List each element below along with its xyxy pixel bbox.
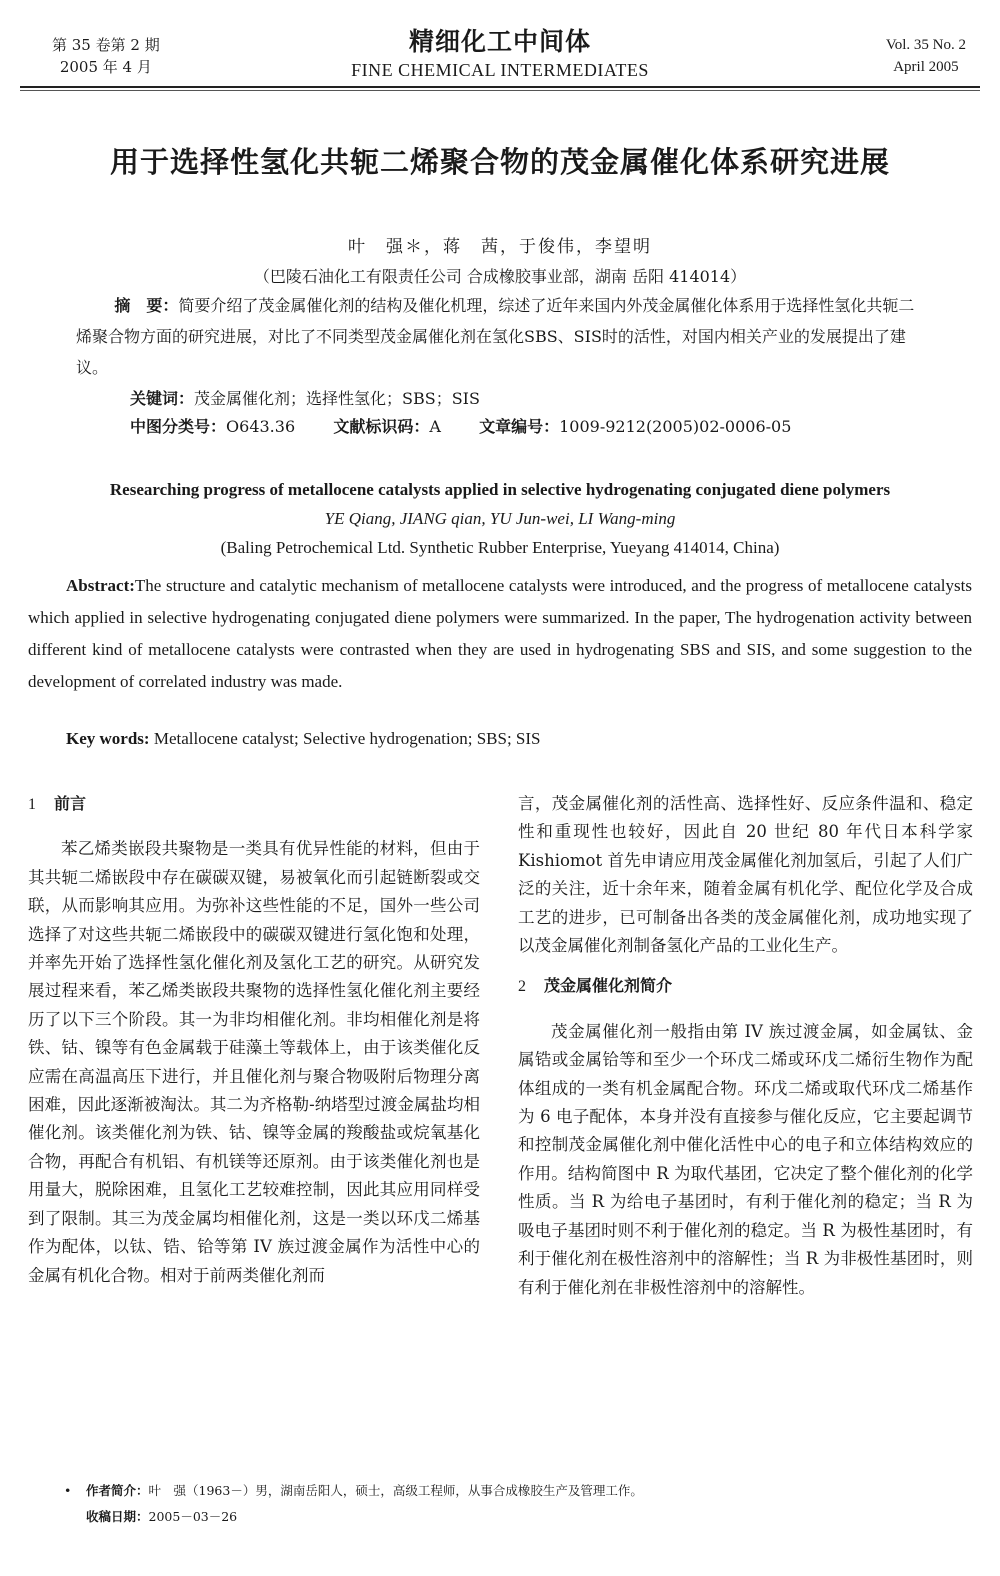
journal-issue-info	[52, 34, 160, 78]
section-2-heading	[518, 972, 973, 1001]
paper-title: 用于选择性氢化共轭二烯聚合物的茂金属催化体系研究进展	[109, 145, 890, 179]
author-bio-text: 叶 强（1963－）男，湖南岳阳人，硕士，高级工程师，从事合成橡胶生产及管理工作。	[148, 1483, 643, 1498]
english-keywords-label: Key words:	[66, 729, 150, 748]
english-keywords-text: Metallocene catalyst; Selective hydrogenation; SBS; SIS	[153, 729, 541, 748]
journal-title-en: FINE CHEMICAL INTERMEDIATES	[351, 60, 649, 80]
abstract-cn	[76, 290, 928, 414]
received-date-text: 2005－03－26	[148, 1509, 238, 1524]
classification-line	[130, 414, 791, 437]
received-date	[86, 1504, 643, 1530]
section-1-paragraph-continued: 言，茂金属催化剂的活性高、选择性好、反应条件温和、稳定性和重现性也较好，因此自 20 世纪 80 年代日本科学家 Kishiomot 首先申请应用茂金属催化剂加氢后，引起了人们广泛的关注，近十余年来，随着金属有机化学、配位化学及合成工艺的进步，已可制备出各类的茂金属催化剂，成功地实现了以茂金属催化剂制备氢化产品的工业化生产。	[518, 794, 973, 956]
keywords-cn	[76, 383, 928, 414]
right-column	[518, 790, 973, 1302]
english-keywords	[66, 729, 541, 749]
section-2-paragraph: 茂金属催化剂一般指由第 IV 族过渡金属，如金属钛、金属锆或金属铪等和至少一个环戊二烯或环戊二烯衍生物作为配体组成的一类有机金属配合物。环戊二烯或取代环戊二烯基作为 6 电子配体，本身并没有直接参与催化反应，它主要起调节和控制茂金属催化剂中催化活性中心的电子和立体结构效应的作用。结构简图中 R 为取代基团，它决定了整个催化剂的化学性质。当 R 为给电子基团时，有利于催化剂的稳定；当 R 为吸电子基团时则不利于催化剂的稳定。当 R 为极性基团时，有利于催化剂在极性溶剂中的溶解性；当 R 为非极性基团时，则有利于催化剂在非极性溶剂中的溶解性。	[518, 1021, 973, 1297]
section-1-title: 前言	[54, 794, 87, 813]
english-abstract-text: The structure and catalytic mechanism of metallocene catalysts were introduced, and the progress of metallocene catalysts which applied in selective hydrogenating conjugated diene polymers were summarized. In the paper, The hydrogenation activity between different kind of metallocene catalysts were contrasted when they are used in hydrogenating SBS and SIS, and some suggestion to the development of correlated industry was made.	[28, 576, 972, 691]
section-2-number: 2	[518, 978, 526, 996]
keywords-cn-label: 关键词：	[130, 389, 195, 408]
abstract-cn-body	[76, 290, 928, 383]
english-title: Researching progress of metallocene catalysts applied in selective hydrogenating conjugated diene polymers	[109, 480, 891, 499]
left-column	[28, 780, 480, 1290]
header-rule-thin	[20, 90, 980, 91]
volume-issue-en: Vol. 35 No. 2	[885, 37, 966, 53]
header-rule	[20, 86, 980, 88]
clc-label: 中图分类号：	[130, 417, 227, 436]
english-abstract	[28, 570, 972, 698]
author-list: 叶 强＊，蒋 茜，于俊伟，李望明	[348, 237, 652, 257]
journal-issue-info-en	[886, 34, 966, 78]
volume-issue: 第 35 卷第 2 期	[52, 36, 160, 54]
section-2-title: 茂金属催化剂简介	[544, 976, 673, 996]
affiliation: （巴陵石油化工有限责任公司 合成橡胶事业部，湖南 岳阳 414014）	[253, 267, 747, 286]
english-abstract-label: Abstract:	[66, 576, 135, 595]
keywords-cn-text: 茂金属催化剂；选择性氢化；SBS；SIS	[194, 389, 480, 408]
received-date-label: 收稿日期：	[86, 1509, 149, 1524]
doc-code-label: 文献标识码：	[333, 417, 430, 436]
abstract-cn-label: 摘 要：	[114, 296, 179, 315]
english-authors: YE Qiang, JIANG qian, YU Jun-wei, LI Wang-ming	[324, 509, 676, 528]
article-number-value: 1009-9212(2005)02-0006-05	[559, 417, 792, 436]
english-affiliation: (Baling Petrochemical Ltd. Synthetic Rubber Enterprise, Yueyang 414014, China)	[220, 538, 780, 557]
journal-title-cn: 精细化工中间体	[408, 27, 591, 56]
author-bio-label: 作者简介：	[86, 1483, 149, 1498]
clc-value: O643.36	[226, 417, 296, 436]
footnote-bullet: •	[64, 1483, 72, 1498]
footnote	[64, 1478, 643, 1530]
doc-code-value: A	[429, 417, 441, 436]
issue-date: 2005 年 4 月	[59, 58, 152, 76]
author-bio	[86, 1478, 643, 1504]
section-1-number: 1	[28, 796, 36, 813]
abstract-cn-text: 简要介绍了茂金属催化剂的结构及催化机理，综述了近年来国内外茂金属催化体系用于选择性氢化共轭二烯聚合物方面的研究进展，对比了不同类型茂金属催化剂在氢化SBS、SIS时的活性，对国内相关产业的发展提出了建议。	[76, 296, 915, 377]
section-1-paragraph: 苯乙烯类嵌段共聚物是一类具有优异性能的材料，但由于其共轭二烯嵌段中存在碳碳双键，易被氧化而引起链断裂或交联，从而影响其应用。为弥补这些性能的不足，国外一些公司选择了对这些共轭二烯嵌段中的碳碳双键进行氢化饱和处理，并率先开始了选择性氢化催化剂及氢化工艺的研究。从研究发展过程来看，苯乙烯类嵌段共聚物的选择性氢化催化剂主要经历了以下三个阶段。其一为非均相催化剂。非均相催化剂是将铁、钴、镍等有色金属载于硅藻土等载体上，由于该类催化反应需在高温高压下进行，并且催化剂与聚合物吸附后物理分离困难，因此逐渐被淘汰。其二为齐格勒-纳塔型过渡金属盐均相催化剂。该类催化剂为铁、钴、镍等金属的羧酸盐或烷氧基化合物，再配合有机铝、有机镁等还原剂。由于该类催化剂也是用量大，脱除困难，且氢化工艺较难控制，因此其应用同样受到了限制。其三为茂金属均相催化剂，这是一类以环戊二烯基作为配体，以钛、锆、铪等第 IV 族过渡金属作为活性中心的金属有机化合物。相对于前两类催化剂而	[28, 839, 480, 1285]
section-1-heading	[28, 790, 480, 819]
journal-title-block	[250, 26, 750, 82]
article-number-label: 文章编号：	[479, 417, 560, 436]
issue-date-en: April 2005	[893, 59, 959, 75]
